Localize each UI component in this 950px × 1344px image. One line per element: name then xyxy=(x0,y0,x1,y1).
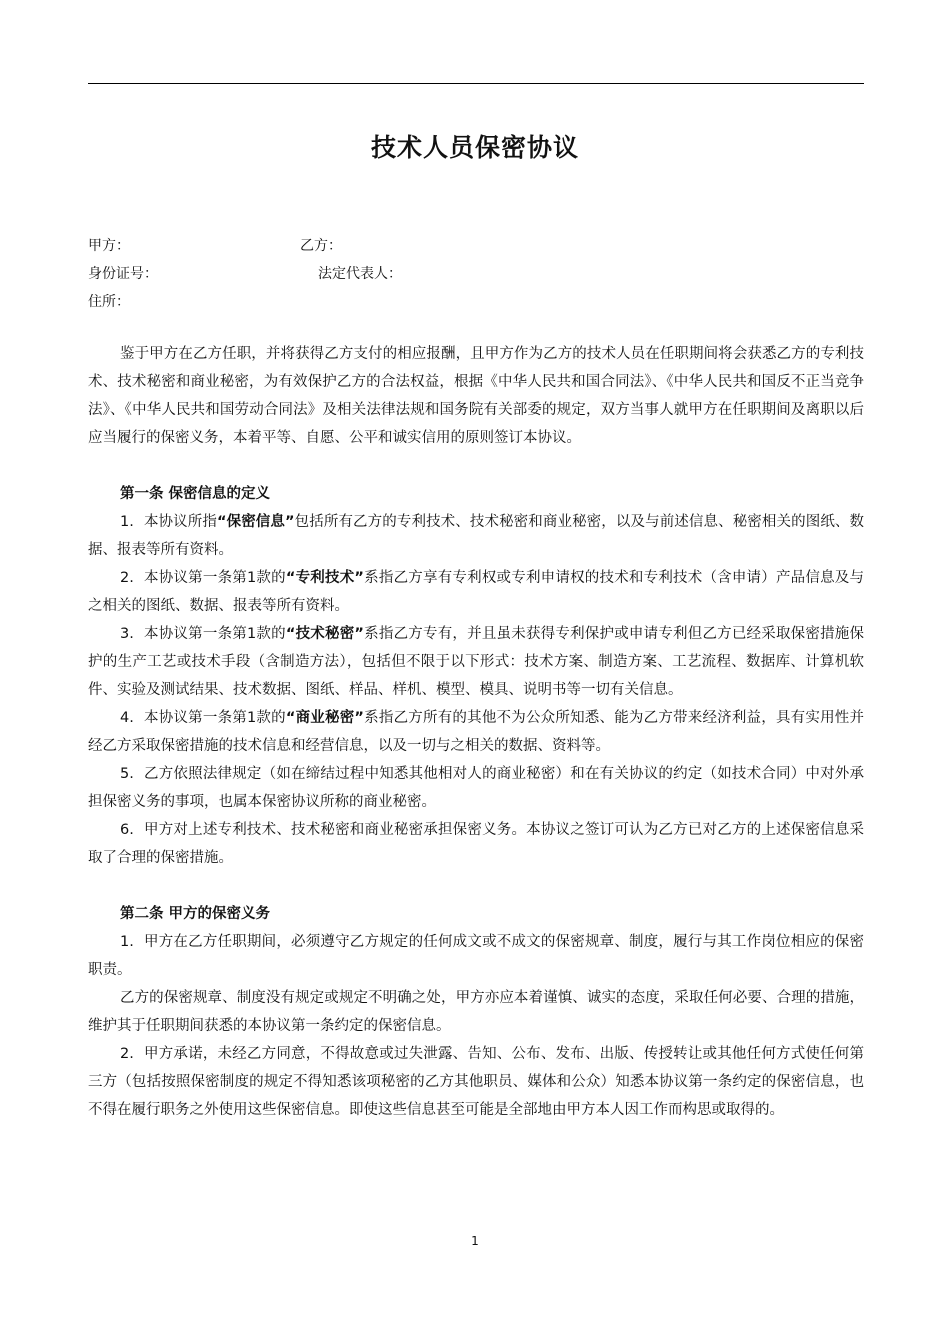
article-2-item-2: 2. 甲方承诺，未经乙方同意，不得故意或过失泄露、告知、公布、发布、出版、传授转让或其他任何方式使任何第三方（包括按照保密制度的规定不得知悉该项秘密的乙方其他职员、媒体和公众）知悉本协议第一条约定的保密信息，也不得在履行职务之外使用这些保密信息。即使这些信息甚至可能是全部地由甲方本人因工作而构思或取得的。 xyxy=(88,1046,864,1118)
article-2-paragraph: 乙方的保密规章、制度没有规定或规定不明确之处，甲方亦应本着谨慎、诚实的态度，采取任何必要、合理的措施，维护其于任职期间获悉的本协议第一条约定的保密信息。 xyxy=(88,990,864,1034)
article-2-heading: 第二条 甲方的保密义务 xyxy=(120,906,271,922)
article-1-heading: 第一条 保密信息的定义 xyxy=(120,486,271,502)
document-body xyxy=(88,340,864,1124)
party-a-label: 甲方： xyxy=(88,238,130,254)
legal-representative-label: 法定代表人： xyxy=(318,266,402,282)
article-1-item-6: 6. 甲方对上述专利技术、技术秘密和商业秘密承担保密义务。本协议之签订可认为乙方已对乙方的上述保密信息采取了合理的保密措施。 xyxy=(88,822,864,866)
article-1-item-3: 3. 本协议第一条第1款的“技术秘密”系指乙方专有，并且虽未获得专利保护或申请专利但乙方已经采取保密措施保护的生产工艺或技术手段（含制造方法），包括但不限于以下形式：技术方案、制造方案、工艺流程、数据库、计算机软件、实验及测试结果、技术数据、图纸、样品、样机、模型、模具、说明书等一切有关信息。 xyxy=(88,626,865,698)
id-number-label: 身份证号： xyxy=(88,266,158,282)
article-1-item-2: 2. 本协议第一条第1款的“专利技术”系指乙方享有专利权或专利申请权的技术和专利技术（含申请）产品信息及与之相关的图纸、数据、报表等所有资料。 xyxy=(88,570,865,614)
page-number: 1 xyxy=(471,1234,479,1248)
article-2-item-1: 1. 甲方在乙方任职期间，必须遵守乙方规定的任何成文或不成文的保密规章、制度，履行与其工作岗位相应的保密职责。 xyxy=(88,934,864,978)
address-label: 住所： xyxy=(88,294,130,310)
header-rule xyxy=(88,83,864,84)
article-1-item-1: 1. 本协议所指“保密信息”包括所有乙方的专利技术、技术秘密和商业秘密，以及与前述信息、秘密相关的图纸、数据、报表等所有资料。 xyxy=(88,514,865,558)
article-1-item-4: 4. 本协议第一条第1款的“商业秘密”系指乙方所有的其他不为公众所知悉、能为乙方带来经济利益，具有实用性并经乙方采取保密措施的技术信息和经营信息，以及一切与之相关的数据、资料等。 xyxy=(88,710,865,754)
document-title: 技术人员保密协议 xyxy=(370,133,579,162)
preamble: 鉴于甲方在乙方任职，并将获得乙方支付的相应报酬，且甲方作为乙方的技术人员在任职期间将会获悉乙方的专利技术、技术秘密和商业秘密，为有效保护乙方的合法权益，根据《中华人民共和国合同法》、《中华人民共和国反不正当竞争法》、《中华人民共和国劳动合同法》及相关法律法规和国务院有关部委的规定，双方当事人就甲方在任职期间及离职以后应当履行的保密义务，本着平等、自愿、公平和诚实信用的原则签订本协议。 xyxy=(88,346,864,446)
party-b-label: 乙方： xyxy=(300,238,342,254)
article-1-item-5: 5. 乙方依照法律规定（如在缔结过程中知悉其他相对人的商业秘密）和在有关协议的约定（如技术合同）中对外承担保密义务的事项，也属本保密协议所称的商业秘密。 xyxy=(88,766,864,810)
